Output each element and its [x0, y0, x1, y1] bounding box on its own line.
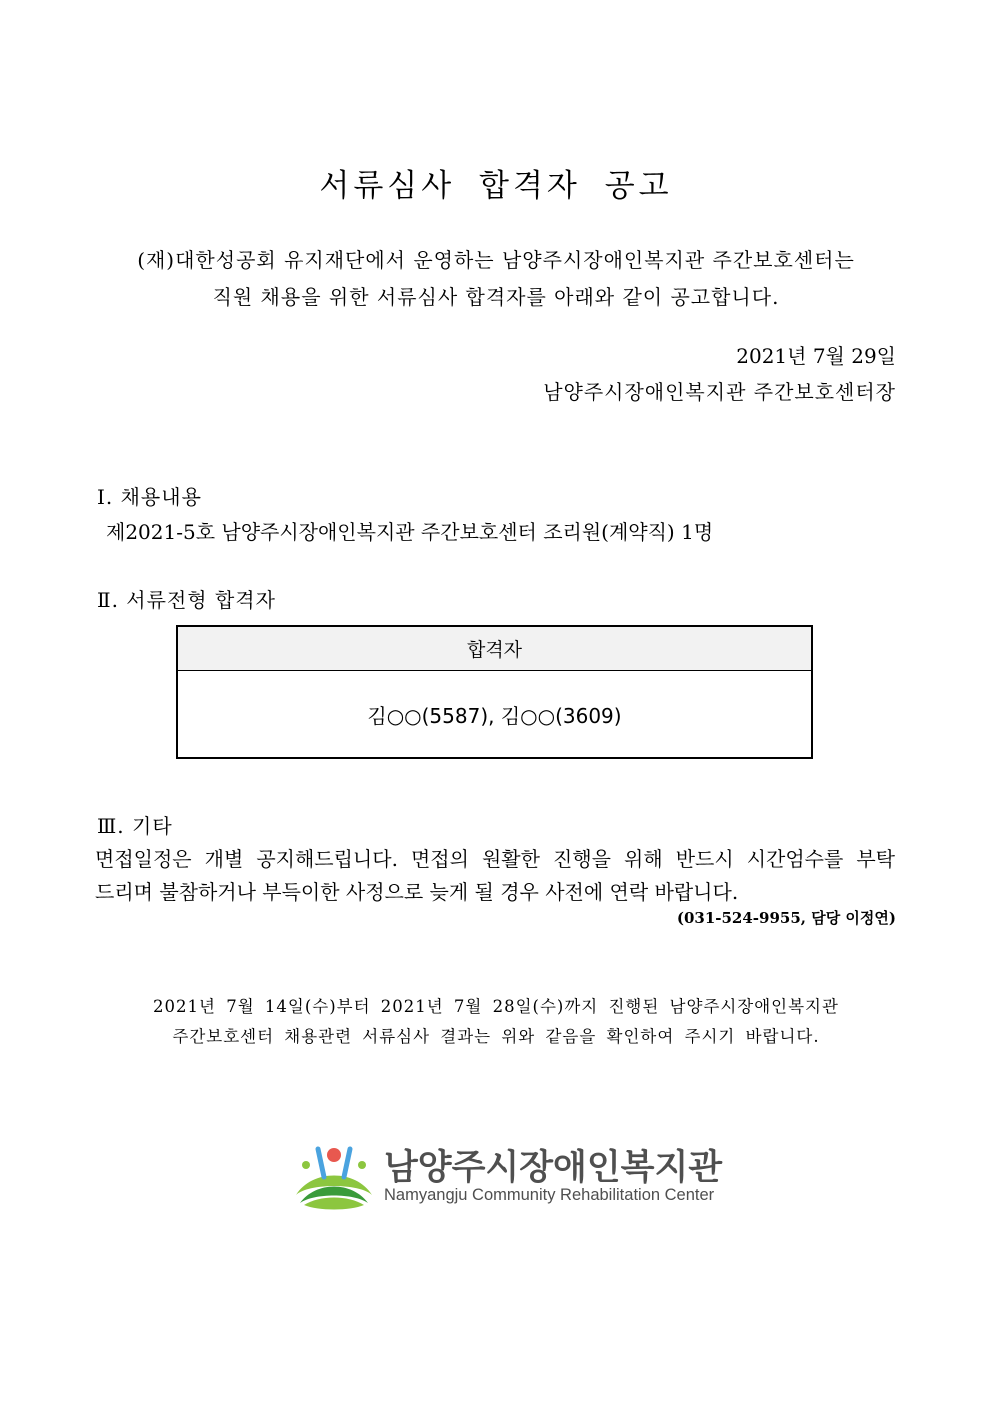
page-title: 서류심사 합격자 공고 [319, 168, 673, 204]
issue-date: 2021년 7월 29일 [736, 344, 896, 368]
logo-name-english: Namyangju Community Rehabilitation Center [384, 1186, 715, 1204]
logo-name-korean: 남양주시장애인복지관 [384, 1148, 723, 1188]
closing-line-2: 주간보호센터 채용관련 서류심사 결과는 위와 같음을 확인하여 주시기 바랍니다. [172, 1027, 820, 1046]
logo-figure-right-arm [344, 1149, 350, 1177]
logo-dot-right [358, 1161, 366, 1169]
logo-emblem-icon [294, 1143, 374, 1211]
passer-table-value: 김○○(5587), 김○○(3609) [367, 704, 622, 728]
logo-figure-head [327, 1148, 341, 1162]
notice-line-1: 면접일정은 개별 공지해드립니다. 면접의 원활한 진행을 위해 반드시 시간엄수를 부탁 [95, 847, 895, 871]
logo-base [304, 1198, 364, 1210]
issuer-org: 남양주시장애인복지관 주간보호센터장 [543, 380, 896, 404]
intro-line-1: (재)대한성공회 유지재단에서 운영하는 남양주시장애인복지관 주간보호센터는 [137, 248, 855, 272]
intro-line-2: 직원 채용을 위한 서류심사 합격자를 아래와 같이 공고합니다. [212, 285, 780, 309]
notice-line-2: 드리며 불참하거나 부득이한 사정으로 늦게 될 경우 사전에 연락 바랍니다. [95, 880, 739, 904]
recruitment-content: 제2021-5호 남양주시장애인복지관 주간보호센터 조리원(계약직) 1명 [106, 520, 714, 544]
logo-figure-left-arm [318, 1149, 324, 1177]
passer-table-header: 합격자 [178, 627, 811, 671]
contact-info: (031-524-9955, 담당 이정연) [676, 909, 896, 927]
passer-table [176, 625, 813, 759]
closing-line-1: 2021년 7월 14일(수)부터 2021년 7월 28일(수)까지 진행된 남양주시장애인복지관 [153, 997, 839, 1016]
section-1-heading: Ⅰ. 채용내용 [97, 485, 202, 509]
section-2-heading: Ⅱ. 서류전형 합격자 [97, 588, 276, 612]
section-3-heading: Ⅲ. 기타 [97, 814, 173, 838]
logo-dot-left [302, 1161, 310, 1169]
